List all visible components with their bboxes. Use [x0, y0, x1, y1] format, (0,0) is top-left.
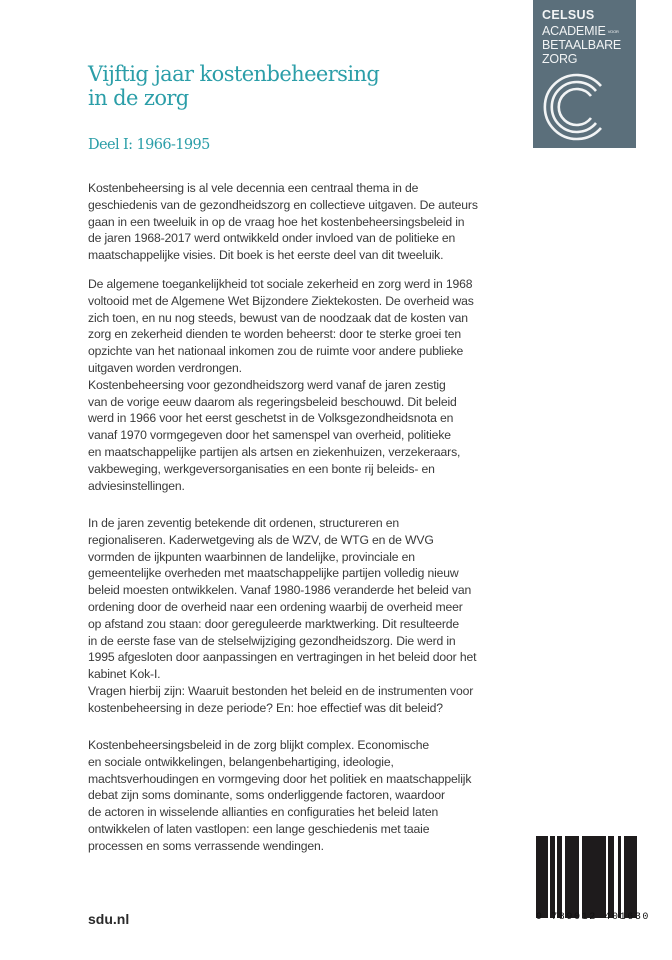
paragraph-line: geschiedenis van de gezondheidszorg en collectieve uitgaven. De auteurs — [88, 197, 478, 212]
concentric-c-icon — [541, 72, 611, 142]
paragraph-line: en sociale ontwikkelingen, belangenbehartiging, ideologie, — [88, 754, 394, 769]
paragraph-line: ordening door de overheid naar een ordening waarbij de overheid meer — [88, 599, 463, 614]
paragraph-line: Kostenbeheersingsbeleid in de zorg blijkt complex. Economische — [88, 738, 429, 752]
paragraph-line: vormden de ijkpunten waarbinnen de landelijke, provinciale en — [88, 549, 415, 564]
logo-line-betaalbare: BETAALBARE — [542, 38, 622, 52]
barcode-bar — [536, 836, 548, 918]
logo-academie-text: ACADEMIE — [542, 24, 606, 38]
paragraph-line: opzichte van het nationaal inkomen zou de ruimte voor andere publieke — [88, 344, 464, 359]
paragraph-line: vakbeweging, werkgeversorganisaties en een bonte rij beleids- en — [88, 461, 435, 476]
paragraph-line: In de jaren zeventig betekende dit ordenen, structureren en — [88, 516, 399, 530]
paragraph-line: van de vorige eeuw daarom als regeringsbeleid beschouwd. Dit beleid — [88, 394, 457, 409]
paragraph-line: Kostenbeheersing voor gezondheidszorg werd vanaf de jaren zestig — [88, 377, 446, 392]
barcode-bar — [618, 836, 621, 918]
barcode-number: 9 789012 401630 — [536, 912, 651, 923]
barcode-bar — [582, 836, 606, 918]
publisher-url: sdu.nl — [88, 911, 130, 927]
barcode — [536, 836, 638, 918]
paragraph-line: op afstand zou staan: door gereguleerde marktwerking. Dit resulteerde — [88, 616, 460, 631]
paragraph-line: de jaren 1968-2017 werd ontwikkeld onder invloed van de politieke en — [88, 231, 456, 246]
title-line: in de zorg — [88, 86, 189, 110]
paragraph-line: zich toen, en nu nog steeds, bewust van de noodzaak dat de kosten van — [88, 310, 468, 325]
paragraph-line: de actoren in wisselende allianties en configuraties het beleid laten — [88, 805, 439, 820]
paragraph-line: vanaf 1970 vormgegeven door het samenspel van overheid, politieke — [88, 428, 451, 443]
paragraph-line: debat zijn soms dominante, soms onderliggende factoren, waardoor — [88, 788, 445, 803]
title-line: Vijftig jaar kostenbeheersing — [88, 62, 380, 86]
barcode-bar — [557, 836, 562, 918]
blurb-paragraph — [88, 180, 478, 264]
paragraph-line: gemeentelijke overheden met maatschappelijke partijen volledig nieuw — [88, 566, 459, 581]
book-title — [88, 62, 379, 110]
barcode-bar — [550, 836, 555, 918]
blurb-paragraph — [88, 737, 471, 855]
paragraph-line: uitgaven worden verdrongen. — [88, 360, 242, 375]
paragraph-line: processen en soms verrassende wendingen. — [88, 838, 324, 853]
barcode-bar — [608, 836, 614, 918]
paragraph-line: 1995 afgesloten door aanpassingen en vertragingen in het beleid door het — [88, 650, 477, 665]
logo-line-celsus: CELSUS — [542, 8, 595, 22]
paragraph-line: De algemene toegankelijkheid tot sociale zekerheid en zorg werd in 1968 — [88, 277, 473, 291]
paragraph-line: zorg en zekerheid dienden te worden beheerst: door te sterke groei ten — [88, 327, 461, 342]
barcode-bar — [565, 836, 579, 918]
paragraph-line: voltooid met de Algemene Wet Bijzondere Ziektekosten. De overheid was — [88, 293, 474, 308]
paragraph-line: maatschappelijke visies. Dit boek is het eerste deel van dit tweeluik. — [88, 248, 444, 263]
paragraph-line: adviesinstellingen. — [88, 478, 185, 493]
paragraph-line: machtsverhoudingen en vormgeving door het politiek en maatschappelijk — [88, 771, 472, 786]
paragraph-line: in de eerste fase van de stelselwijziging gezondheidszorg. Die werd in — [88, 633, 456, 648]
paragraph-line: beleid moesten ontwikkelen. Vanaf 1980-1986 veranderde het beleid van — [88, 583, 472, 598]
logo-voor-text: VOOR — [607, 29, 619, 35]
logo-line-zorg: ZORG — [542, 52, 578, 66]
blurb-paragraph — [88, 515, 476, 717]
book-subtitle: Deel I: 1966-1995 — [88, 137, 210, 153]
paragraph-line: ontwikkelen of laten vastlopen: een lange geschiedenis met taaie — [88, 821, 430, 836]
paragraph-line: Vragen hierbij zijn: Waaruit bestonden het beleid en de instrumenten voor — [88, 683, 474, 698]
celsus-academie-logo — [533, 0, 636, 148]
paragraph-line: gaan in een tweeluik in op de vraag hoe het kostenbeheersingsbeleid in — [88, 214, 465, 229]
paragraph-line: en maatschappelijke partijen als artsen en ziekenhuizen, verzekeraars, — [88, 444, 461, 459]
paragraph-line: kabinet Kok-I. — [88, 667, 161, 682]
logo-line-academie — [542, 24, 619, 38]
paragraph-line: Kostenbeheersing is al vele decennia een centraal thema in de — [88, 181, 419, 195]
blurb-paragraph — [88, 276, 474, 494]
paragraph-line: regionaliseren. Kaderwetgeving als de WZV, de WTG en de WVG — [88, 532, 434, 547]
barcode-bar — [624, 836, 637, 918]
paragraph-line: werd in 1966 voor het eerst geschetst in de Volksgezondheidsnota en — [88, 411, 454, 426]
paragraph-line: kostenbeheersing in deze periode? En: hoe effectief was dit beleid? — [88, 700, 443, 715]
